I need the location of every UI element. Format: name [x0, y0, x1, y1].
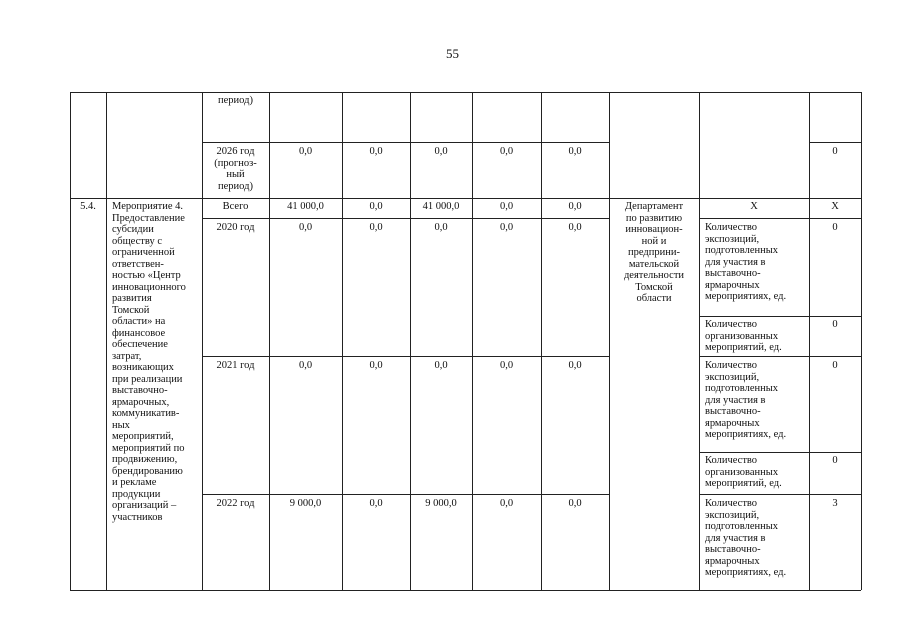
- indicator-cell: Х: [750, 201, 758, 212]
- year-2026-line: период): [218, 180, 253, 192]
- value-cell: 0,0: [369, 222, 383, 233]
- item-name-line: брендированию: [112, 465, 183, 477]
- value-cell: 0,0: [568, 498, 582, 509]
- indicator-value-cell: 0: [832, 146, 838, 157]
- executor-line: мательской: [628, 258, 680, 270]
- value-cell: 0,0: [369, 498, 383, 509]
- indicator-line: организованных: [705, 330, 779, 342]
- value-cell: 0,0: [434, 146, 448, 157]
- indicator-line: экспозиций,: [705, 371, 760, 383]
- value-cell: 0,0: [568, 222, 582, 233]
- item-name-line: организаций –: [112, 500, 177, 511]
- indicator-value-cell: 3: [832, 498, 838, 509]
- executor-name: [610, 201, 698, 305]
- value-cell: 9 000,0: [289, 498, 322, 509]
- indicator-line: для участия в: [705, 256, 766, 268]
- item-name-line: ностью «Центр: [112, 270, 181, 281]
- indicator-line: ярмарочных: [705, 279, 760, 291]
- year-2026-label: [203, 146, 268, 192]
- indicator-line: Количество: [705, 455, 758, 466]
- indicator-line: мероприятий, ед.: [705, 342, 782, 353]
- indicator-value-cell: 0: [832, 455, 838, 466]
- indicator-value-cell: 0: [832, 360, 838, 371]
- item-name-line: инновационного: [112, 281, 186, 293]
- indicator-line: Количество: [705, 319, 758, 330]
- executor-line: Департамент: [624, 201, 684, 212]
- value-cell: 0,0: [568, 360, 582, 371]
- item-name-line: мероприятий по: [112, 442, 185, 454]
- page-number: 55: [446, 46, 459, 61]
- year-2026-line: ный: [226, 169, 245, 180]
- indicator-name: [705, 360, 808, 441]
- indicator-line: мероприятиях, ед.: [705, 567, 787, 578]
- indicator-line: мероприятий, ед.: [705, 478, 782, 489]
- item-number: 5.4.: [80, 201, 96, 212]
- indicator-line: подготовленных: [705, 245, 779, 256]
- item-name-line: продукции: [112, 488, 161, 500]
- indicator-line: Количество: [705, 222, 758, 233]
- year-label: 2022 год: [216, 498, 255, 509]
- item-name-line: Предоставление: [112, 212, 185, 224]
- item-name-line: ных: [112, 419, 130, 431]
- executor-line: инновацион-: [625, 224, 683, 235]
- indicator-value-cell: Х: [831, 201, 839, 212]
- value-cell: 41 000,0: [422, 201, 460, 212]
- indicator-value-cell: 0: [832, 222, 838, 233]
- indicator-line: мероприятиях, ед.: [705, 429, 787, 440]
- year-label: 2020 год: [216, 222, 255, 233]
- executor-line: по развитию: [625, 212, 683, 224]
- indicator-line: экспозиций,: [705, 233, 760, 245]
- indicator-line: экспозиций,: [705, 509, 760, 521]
- item-name-line: области» на: [112, 316, 166, 327]
- indicator-line: организованных: [705, 466, 779, 478]
- value-cell: 0,0: [298, 222, 313, 233]
- value-cell: 0,0: [499, 222, 514, 233]
- executor-line: предприни-: [628, 247, 680, 258]
- value-cell: 41 000,0: [287, 201, 324, 212]
- value-cell: 9 000,0: [425, 498, 457, 509]
- item-name-line: обществу с: [112, 235, 162, 247]
- indicator-name: [705, 498, 808, 579]
- indicator-line: выставочно-: [705, 268, 761, 279]
- value-cell: 0,0: [568, 201, 582, 212]
- indicator-line: ярмарочных: [705, 417, 760, 429]
- value-cell: 0,0: [499, 498, 514, 509]
- indicator-line: подготовленных: [705, 521, 779, 532]
- item-name-line: ярмарочных,: [112, 396, 170, 408]
- item-name-line: и рекламе: [112, 477, 157, 488]
- value-cell: 0,0: [434, 360, 448, 371]
- item-name-line: мероприятий,: [112, 431, 174, 442]
- value-cell: 0,0: [369, 146, 383, 157]
- value-cell: 0,0: [499, 201, 514, 212]
- indicator-value-cell: 0: [832, 319, 838, 330]
- indicator-line: ярмарочных: [705, 555, 760, 567]
- value-cell: 0,0: [369, 201, 383, 212]
- indicator-line: Количество: [705, 498, 758, 509]
- value-cell: 0,0: [298, 146, 313, 157]
- indicator-name: [705, 455, 808, 490]
- total-label: Всего: [222, 201, 249, 212]
- value-cell: 0,0: [434, 222, 448, 233]
- value-cell: 0,0: [298, 360, 313, 371]
- item-name-line: ограниченной: [112, 247, 175, 258]
- indicator-line: подготовленных: [705, 383, 779, 394]
- item-name-line: финансовое: [112, 327, 166, 339]
- item-name-line: продвижению,: [112, 454, 178, 465]
- executor-line: деятельности: [623, 270, 685, 281]
- item-name-line: Мероприятие 4.: [112, 201, 184, 212]
- year-label: 2021 год: [216, 360, 255, 371]
- indicator-line: выставочно-: [705, 406, 761, 417]
- value-cell: 0,0: [499, 146, 514, 157]
- item-name-line: субсидии: [112, 224, 154, 235]
- indicator-name: [705, 319, 808, 354]
- executor-line: области: [636, 293, 672, 304]
- item-name-line: ответствен-: [112, 258, 164, 270]
- period-tail-text: период): [218, 95, 253, 106]
- item-name: [112, 201, 200, 523]
- indicator-line: Количество: [705, 360, 758, 371]
- indicator-line: для участия в: [705, 394, 766, 406]
- item-name-line: развития: [112, 293, 152, 304]
- value-cell: 0,0: [499, 360, 514, 371]
- item-name-line: обеспечение: [112, 339, 168, 350]
- indicator-line: выставочно-: [705, 544, 761, 555]
- executor-line: ной и: [641, 235, 667, 247]
- executor-line: Томской: [635, 281, 673, 293]
- item-name-line: участников: [112, 511, 163, 523]
- value-cell: 0,0: [568, 146, 582, 157]
- indicator-name: [705, 222, 808, 303]
- year-2026-line: 2026 год: [216, 146, 255, 157]
- item-name-line: Томской: [112, 304, 150, 316]
- year-2026-line: (прогноз-: [214, 157, 257, 169]
- item-name-line: коммуникатив-: [112, 408, 180, 419]
- item-name-line: выставочно-: [112, 385, 168, 396]
- indicator-line: мероприятиях, ед.: [705, 291, 787, 302]
- indicator-line: для участия в: [705, 532, 766, 544]
- value-cell: 0,0: [369, 360, 383, 371]
- item-name-line: затрат,: [112, 350, 142, 362]
- item-name-line: при реализации: [112, 373, 183, 385]
- item-name-line: возникающих: [112, 362, 174, 373]
